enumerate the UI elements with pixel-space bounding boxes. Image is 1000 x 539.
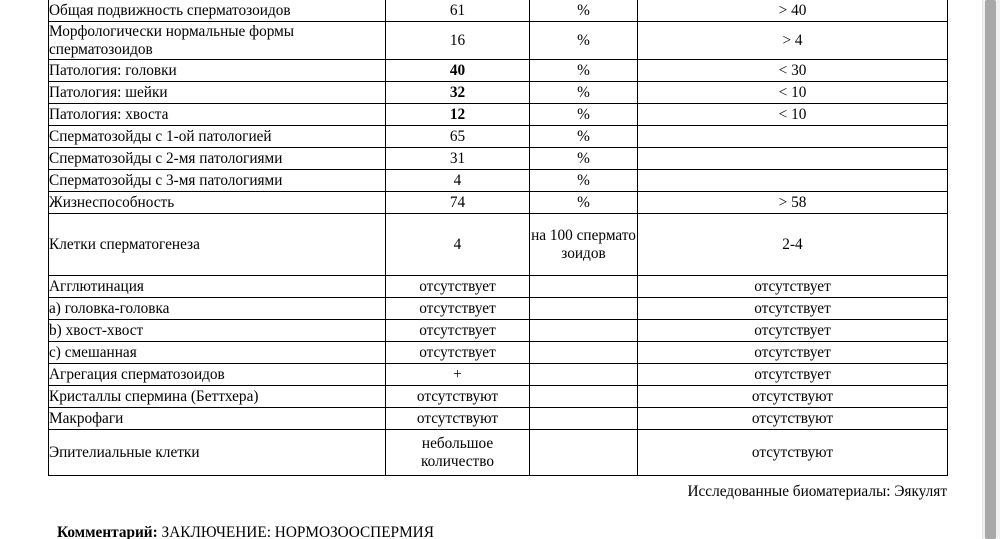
spermogram-results-table — [48, 0, 948, 476]
parameter-reference: < 30 — [638, 60, 948, 82]
parameter-name: Общая подвижность сперматозоидов — [49, 0, 386, 22]
parameter-value: 65 — [386, 126, 530, 148]
table-row — [49, 364, 948, 386]
parameter-unit — [530, 386, 638, 408]
parameter-value: отсутствуют — [386, 386, 530, 408]
vertical-scrollbar-thumb[interactable] — [985, 0, 996, 539]
parameter-reference: 2-4 — [638, 214, 948, 276]
parameter-reference: отсутствуют — [638, 408, 948, 430]
vertical-scrollbar[interactable] — [982, 0, 1000, 539]
parameter-value: отсутствует — [386, 320, 530, 342]
parameter-unit: % — [530, 170, 638, 192]
parameter-unit: % — [530, 192, 638, 214]
parameter-name: Агрегация сперматозоидов — [49, 364, 386, 386]
parameter-unit: % — [530, 148, 638, 170]
table-row — [49, 408, 948, 430]
parameter-name: Клетки сперматогенеза — [49, 214, 386, 276]
parameter-name: Эпителиальные клетки — [49, 430, 386, 476]
table-row — [49, 170, 948, 192]
table-row — [49, 0, 948, 22]
table-row — [49, 104, 948, 126]
parameter-unit — [530, 276, 638, 298]
table-row — [49, 386, 948, 408]
parameter-reference: отсутствует — [638, 276, 948, 298]
parameter-value: отсутствует — [386, 298, 530, 320]
parameter-value: небольшое количество — [386, 430, 530, 476]
parameter-reference: отсутствует — [638, 320, 948, 342]
parameter-reference: отсутствует — [638, 342, 948, 364]
parameter-unit: % — [530, 104, 638, 126]
parameter-name: Патология: хвоста — [49, 104, 386, 126]
parameter-reference: > 58 — [638, 192, 948, 214]
spermogram-results-table-container — [48, 0, 947, 476]
parameter-value: 12 — [386, 104, 530, 126]
parameter-value: отсутствуют — [386, 408, 530, 430]
parameter-unit — [530, 298, 638, 320]
table-row — [49, 148, 948, 170]
parameter-name: Сперматозойды с 1-ой патологией — [49, 126, 386, 148]
parameter-reference — [638, 148, 948, 170]
parameter-name: c) смешанная — [49, 342, 386, 364]
parameter-reference: отсутствует — [638, 364, 948, 386]
table-row — [49, 22, 948, 60]
table-row — [49, 320, 948, 342]
parameter-value: + — [386, 364, 530, 386]
parameter-unit: на 100 сперматозоидов — [530, 214, 638, 276]
parameter-name: Патология: головки — [49, 60, 386, 82]
parameter-unit — [530, 430, 638, 476]
parameter-reference: отсутствуют — [638, 430, 948, 476]
parameter-name: a) головка-головка — [49, 298, 386, 320]
parameter-name: Агглютинация — [49, 276, 386, 298]
parameter-unit: % — [530, 126, 638, 148]
parameter-value: 32 — [386, 82, 530, 104]
parameter-unit — [530, 320, 638, 342]
parameter-name: Морфологически нормальные формы сперматозоидов — [49, 22, 386, 60]
parameter-value: 4 — [386, 170, 530, 192]
parameter-unit: % — [530, 60, 638, 82]
parameter-value: отсутствует — [386, 342, 530, 364]
parameter-name: Сперматозойды с 2-мя патологиями — [49, 148, 386, 170]
parameter-reference — [638, 126, 948, 148]
parameter-name: Патология: шейки — [49, 82, 386, 104]
parameter-reference: отсутствуют — [638, 386, 948, 408]
parameter-reference: отсутствует — [638, 298, 948, 320]
parameter-value: 40 — [386, 60, 530, 82]
table-row — [49, 214, 948, 276]
parameter-unit: % — [530, 22, 638, 60]
parameter-unit — [530, 364, 638, 386]
parameter-reference — [638, 170, 948, 192]
parameter-unit: % — [530, 0, 638, 22]
table-row — [49, 82, 948, 104]
parameter-unit: % — [530, 82, 638, 104]
table-row — [49, 298, 948, 320]
parameter-name: Сперматозойды с 3-мя патологиями — [49, 170, 386, 192]
parameter-name: Жизнеспособность — [49, 192, 386, 214]
parameter-value: 61 — [386, 0, 530, 22]
parameter-name: b) хвост-хвост — [49, 320, 386, 342]
parameter-value: 16 — [386, 22, 530, 60]
table-row — [49, 60, 948, 82]
parameter-value: 4 — [386, 214, 530, 276]
comment-label: Комментарий: — [57, 524, 158, 539]
table-row — [49, 126, 948, 148]
parameter-name: Макрофаги — [49, 408, 386, 430]
parameter-unit — [530, 342, 638, 364]
parameter-reference: > 40 — [638, 0, 948, 22]
table-row — [49, 342, 948, 364]
parameter-reference: < 10 — [638, 104, 948, 126]
table-row — [49, 430, 948, 476]
parameter-value: отсутствует — [386, 276, 530, 298]
parameter-value: 31 — [386, 148, 530, 170]
parameter-reference: > 4 — [638, 22, 948, 60]
biomaterial-line: Исследованные биоматериалы: Эякулят — [687, 483, 947, 500]
parameter-reference: < 10 — [638, 82, 948, 104]
comment-text: ЗАКЛЮЧЕНИЕ: НОРМОЗООСПЕРМИЯ — [157, 524, 434, 539]
parameter-value: 74 — [386, 192, 530, 214]
comment-line — [57, 524, 434, 539]
parameter-name: Кристаллы спермина (Беттхера) — [49, 386, 386, 408]
parameter-unit — [530, 408, 638, 430]
table-row — [49, 192, 948, 214]
table-row — [49, 276, 948, 298]
